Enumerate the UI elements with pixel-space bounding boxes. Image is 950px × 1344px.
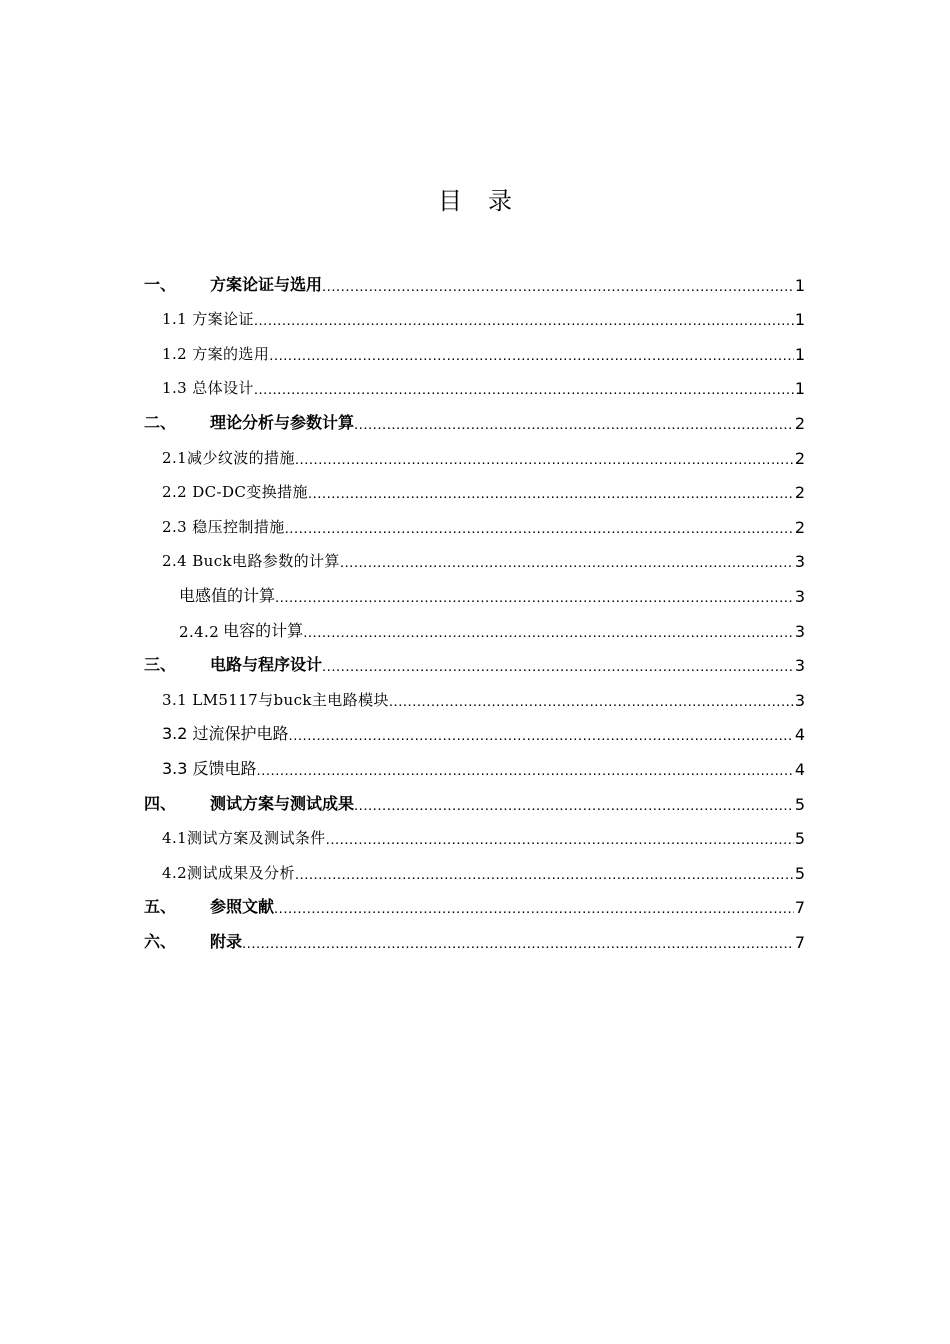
toc-entry-chapter-1[interactable] [144,266,805,301]
toc-entry-page: 1 [794,275,805,295]
toc-entry-section-2-2[interactable] [144,474,805,509]
toc-entry-chapter-6[interactable] [144,923,805,958]
toc-entry-section-2-1[interactable] [144,439,805,474]
toc-entry-title: 4.1测试方案及测试条件 [162,829,326,848]
table-of-contents [144,266,805,958]
toc-entry-page: 1 [794,344,805,364]
toc-entry-title: 参照文献 [210,897,275,917]
title-char-1: 目 [438,187,462,215]
toc-entry-page: 2 [794,517,805,537]
toc-entry-title: 1.1 方案论证 [162,310,254,329]
toc-entry-title: 附录 [210,931,243,951]
toc-entry-chapter-3[interactable] [144,647,805,682]
dot-leader [254,381,794,404]
toc-entry-chapter-5[interactable] [144,889,805,924]
toc-entry-section-3-2[interactable] [144,716,805,751]
toc-entry-page: 5 [794,829,805,849]
toc-entry-page: 2 [794,483,805,503]
toc-entry-title: 3.3 反馈电路 [162,758,257,778]
toc-entry-number: 二、 [144,412,177,432]
dot-leader [354,797,794,820]
toc-entry-number: 四、 [144,793,177,813]
dot-leader [254,312,794,335]
toc-entry-page: 4 [794,725,805,745]
dot-leader [322,658,794,681]
toc-entry-title: 2.1减少纹波的措施 [162,448,295,467]
toc-entry-number: 2.4.2 [179,622,220,641]
toc-entry-title: 电容的计算 [223,620,304,640]
dot-leader [303,624,794,647]
toc-entry-page: 2 [794,448,805,468]
toc-entry-section-4-2[interactable] [144,854,805,889]
toc-entry-page: 3 [794,656,805,676]
toc-entry-number: 六、 [144,931,177,951]
toc-entry-title: 方案论证与选用 [210,274,323,294]
dot-leader [326,831,794,854]
toc-entry-section-2-4[interactable] [144,543,805,578]
toc-entry-title: 电路与程序设计 [210,655,323,675]
toc-entry-page: 5 [794,794,805,814]
toc-entry-page: 3 [794,690,805,710]
toc-entry-number: 一、 [144,274,177,294]
toc-entry-title: 电感值的计算 [179,585,276,605]
dot-leader [340,554,794,577]
toc-entry-page: 3 [794,621,805,641]
toc-entry-page: 4 [794,759,805,779]
dot-leader [275,589,794,612]
toc-entry-section-1-2[interactable] [144,335,805,370]
toc-entry-page: 2 [794,413,805,433]
dot-leader [322,278,794,301]
toc-entry-page: 1 [794,379,805,399]
toc-entry-page: 1 [794,310,805,330]
toc-entry-title: 2.2 DC-DC变换措施 [162,483,308,502]
toc-entry-subsection-inductor[interactable] [144,577,805,612]
toc-entry-page: 5 [794,863,805,883]
dot-leader [354,416,794,439]
toc-entry-section-1-3[interactable] [144,370,805,405]
toc-entry-page: 7 [794,898,805,918]
toc-entry-title: 1.2 方案的选用 [162,344,270,363]
toc-entry-title: 测试方案与测试成果 [210,793,355,813]
dot-leader [257,762,794,785]
toc-entry-title: 3.2 过流保护电路 [162,724,289,744]
toc-entry-section-1-1[interactable] [144,301,805,336]
toc-entry-title: 理论分析与参数计算 [210,412,355,432]
dot-leader [285,520,794,543]
page-title [0,183,950,219]
toc-entry-title: 2.4 Buck电路参数的计算 [162,552,340,571]
toc-entry-page: 3 [794,552,805,572]
toc-entry-page: 7 [794,932,805,952]
toc-entry-number: 五、 [144,897,177,917]
toc-entry-subsection-2-4-2[interactable] [144,612,805,647]
toc-entry-title: 2.3 稳压控制措施 [162,517,285,536]
toc-entry-section-2-3[interactable] [144,508,805,543]
toc-entry-section-4-1[interactable] [144,820,805,855]
toc-entry-chapter-2[interactable] [144,404,805,439]
toc-entry-page: 3 [794,586,805,606]
dot-leader [295,866,794,889]
dot-leader [308,485,794,508]
toc-entry-title: 3.1 LM5117与buck主电路模块 [162,690,389,709]
dot-leader [389,693,794,716]
title-char-2: 录 [488,187,512,215]
dot-leader [295,451,794,474]
dot-leader [242,935,794,958]
toc-entry-title: 1.3 总体设计 [162,379,254,398]
toc-entry-title: 4.2测试成果及分析 [162,863,295,882]
toc-entry-section-3-3[interactable] [144,750,805,785]
dot-leader [274,900,794,923]
toc-entry-chapter-4[interactable] [144,785,805,820]
dot-leader [269,347,794,370]
toc-entry-number: 三、 [144,655,177,675]
dot-leader [289,727,794,750]
toc-entry-section-3-1[interactable] [144,681,805,716]
